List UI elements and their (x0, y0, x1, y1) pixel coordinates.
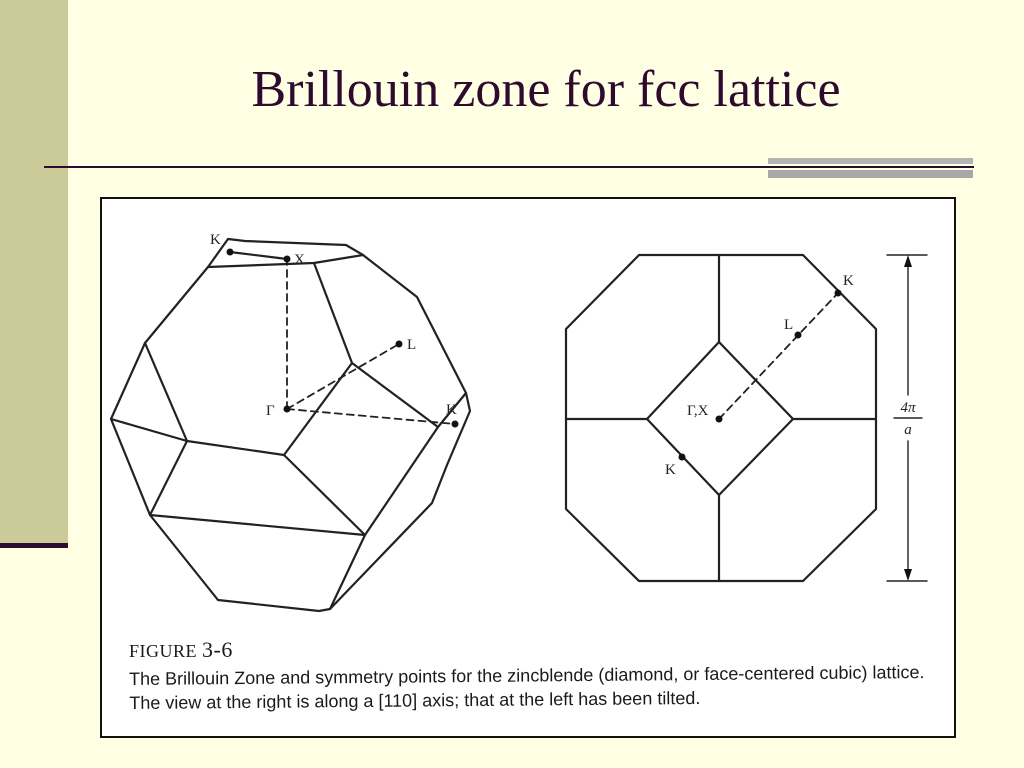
label-K-prime: K (446, 402, 457, 418)
k-x-edge (230, 252, 287, 259)
point-L (396, 341, 403, 348)
figure-panel (100, 197, 956, 738)
point-Gamma (284, 406, 291, 413)
accent-bar-top (768, 158, 973, 164)
label-X: X (294, 252, 305, 268)
gamma-k-dash-right (719, 293, 838, 419)
left-inner-edges-e (150, 441, 365, 609)
title-rule (44, 166, 974, 168)
label-K-right: K (843, 273, 854, 289)
point-X (284, 256, 291, 263)
label-K: K (210, 232, 221, 248)
label-GammaX-right: Γ,X (687, 403, 709, 419)
accent-bar-bottom (768, 170, 973, 178)
figure-caption-number: 3-6 (202, 637, 233, 662)
label-K-prime-right: K (665, 462, 676, 478)
figure-caption-word: FIGURE (129, 641, 198, 661)
label-L: L (407, 337, 417, 353)
left-outline (111, 239, 470, 611)
point-K-right (835, 290, 842, 297)
label-L-right: L (784, 317, 794, 333)
point-K-prime (452, 421, 459, 428)
figure-caption-heading (129, 637, 233, 663)
dimension-arrow-up (904, 255, 912, 267)
truncated-octahedron-tilted (111, 239, 470, 611)
side-rule (0, 543, 68, 548)
point-K-prime-right (679, 454, 686, 461)
left-inner-edges-d (284, 427, 438, 535)
point-L-right (795, 332, 802, 339)
octagon-110-view (566, 255, 927, 581)
dimension-numerator: 4π (900, 400, 916, 416)
dimension-denominator: a (904, 422, 912, 438)
point-GammaX-right (716, 416, 723, 423)
dimension-arrow-down (904, 569, 912, 581)
slide-title: Brillouin zone for fcc lattice (251, 61, 841, 118)
left-inner-edges-b (187, 263, 352, 455)
gamma-l-dash (287, 344, 399, 409)
side-band (0, 0, 68, 546)
point-K (227, 249, 234, 256)
label-Gamma: Γ (266, 403, 275, 419)
figure-caption-text: The Brillouin Zone and symmetry points for the zincblende (diamond, or face-centered cubic) lattice. The view at the right is along a [110] axis; that at the left has been tilted. (129, 662, 925, 713)
right-view-labels (665, 273, 916, 478)
